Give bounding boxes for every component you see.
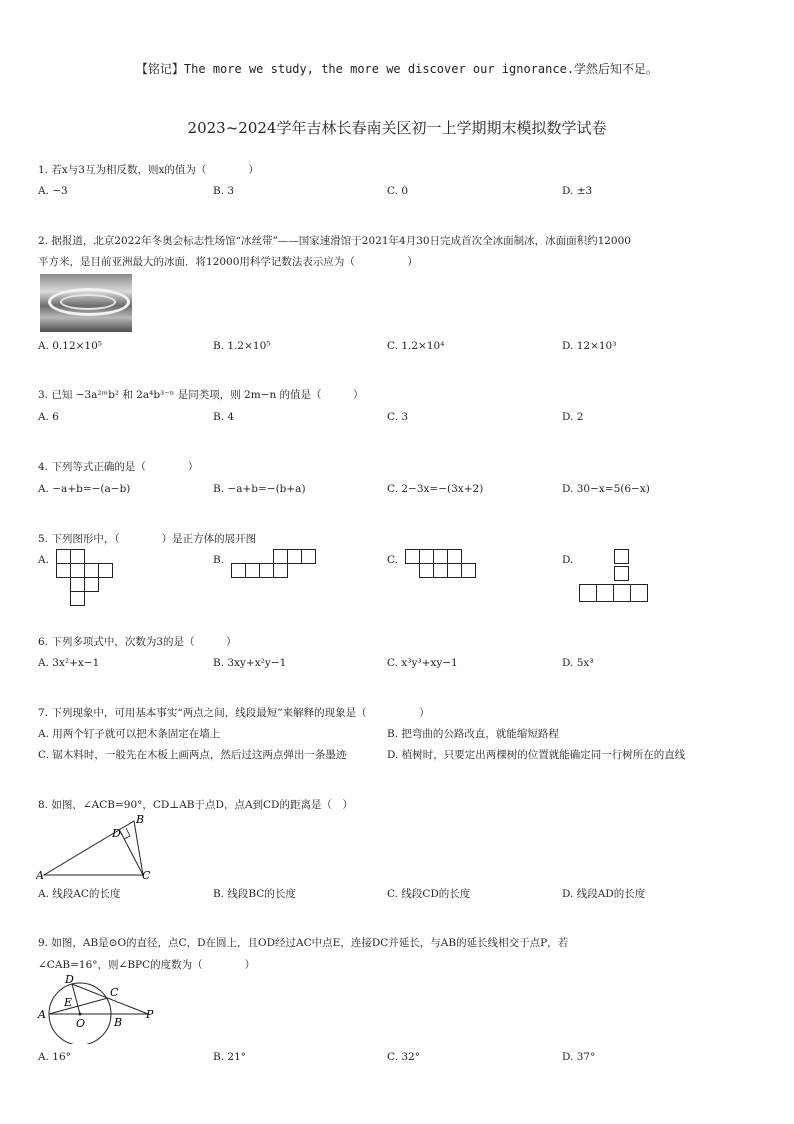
fig9-label-b: B <box>114 1016 123 1029</box>
q5-option-a: A. <box>38 554 49 566</box>
ice-ribbon-photo <box>40 274 132 332</box>
q9-option-a: A. 16° <box>38 1051 71 1063</box>
q1-option-c: C. 0 <box>387 185 409 197</box>
q3-option-b: B. 4 <box>213 411 235 423</box>
question-7-stem: 7. 下列现象中，可用基本事实“两点之间，线段最短”来解释的现象是（ ） <box>38 707 430 719</box>
q7-option-a: A. 用两个钉子就可以把木条固定在墙上 <box>38 728 221 740</box>
q4-option-a: A. −a+b=−(a−b) <box>38 483 131 495</box>
fig9-label-e: E <box>64 996 73 1009</box>
q8-option-c: C. 线段CD的长度 <box>387 888 471 900</box>
q3-option-c: C. 3 <box>387 411 409 423</box>
q6-option-a: A. 3x²+x−1 <box>38 657 100 669</box>
question-9-stem: 9. 如图，AB是⊙O的直径，点C，D在圆上，且OD经过AC中点E，连接DC并延长，与AB的延长线相交于点P，若 <box>38 937 569 949</box>
q1-option-a: A. −3 <box>38 185 68 197</box>
question-1-stem: 1. 若x与3互为相反数，则x的值为（ ） <box>38 164 259 176</box>
fig9-label-d: D <box>65 973 74 986</box>
fig8-label-d: D <box>112 827 121 840</box>
q3-option-d: D. 2 <box>562 411 584 423</box>
fig9-label-a: A <box>38 1008 46 1021</box>
q8-option-a: A. 线段AC的长度 <box>38 888 121 900</box>
q1-option-d: D. ±3 <box>562 185 593 197</box>
q5-option-b: B. <box>213 554 225 566</box>
q5-option-d: D. <box>562 554 574 566</box>
question-5-stem: 5. 下列图形中，（ ）是正方体的展开图 <box>38 533 257 545</box>
q6-option-d: D. 5x³ <box>562 657 594 669</box>
q5-option-c: C. <box>387 554 398 566</box>
fig8-label-c: C <box>142 869 151 882</box>
q2-option-d: D. 12×10³ <box>562 340 617 352</box>
q2-option-c: C. 1.2×10⁴ <box>387 340 445 352</box>
exam-title: 2023~2024学年吉林长春南关区初一上学期期末模拟数学试卷 <box>187 119 607 137</box>
fig9-label-p: P <box>146 1008 154 1021</box>
q4-option-d: D. 30−x=5(6−x) <box>562 483 650 495</box>
q3-option-a: A. 6 <box>38 411 59 423</box>
question-3-stem: 3. 已知 −3a²ᵐb² 和 2a⁴b³⁻ⁿ 是同类项，则 2m−n 的值是（ ） <box>38 389 364 401</box>
question-6-stem: 6. 下列多项式中，次数为3的是（ ） <box>38 636 237 648</box>
q8-option-d: D. 线段AD的长度 <box>562 888 646 900</box>
q2-option-b: B. 1.2×10⁵ <box>213 340 271 352</box>
q9-option-c: C. 32° <box>387 1051 420 1063</box>
q7-option-c: C. 锯木料时，一般先在木板上画两点，然后过这两点弹出一条墨迹 <box>38 749 347 761</box>
right-triangle-figure <box>36 813 156 883</box>
question-8-stem: 8. 如图，∠ACB=90°，CD⊥AB于点D，点A到CD的距离是（ ） <box>38 799 353 811</box>
q9-option-d: D. 37° <box>562 1051 596 1063</box>
fig8-label-a: A <box>36 869 44 882</box>
q7-option-b: B. 把弯曲的公路改直，就能缩短路程 <box>387 728 559 740</box>
q2-option-a: A. 0.12×10⁵ <box>38 340 103 352</box>
motto-line: 【铭记】The more we study, the more we discover our ignorance.学然后知不足。 <box>135 62 659 76</box>
fig9-label-c: C <box>110 986 119 999</box>
question-2-stem-line2: 平方米，是目前亚洲最大的冰面．将12000用科学记数法表示应为（ ） <box>38 256 418 268</box>
q1-option-b: B. 3 <box>213 185 235 197</box>
q9-option-b: B. 21° <box>213 1051 247 1063</box>
q4-option-b: B. −a+b=−(b+a) <box>213 483 306 495</box>
q4-option-c: C. 2−3x=−(3x+2) <box>387 483 484 495</box>
q6-option-b: B. 3xy+x²y−1 <box>213 657 287 669</box>
question-9-stem-line2: ∠CAB=16°，则∠BPC的度数为（ ） <box>38 959 256 971</box>
question-4-stem: 4. 下列等式正确的是（ ） <box>38 461 199 473</box>
fig8-label-b: B <box>136 813 145 826</box>
circle-figure <box>36 972 166 1044</box>
q6-option-c: C. x³y³+xy−1 <box>387 657 458 669</box>
q7-option-d: D. 植树时，只要定出两棵树的位置就能确定同一行树所在的直线 <box>387 749 686 761</box>
question-2-stem: 2. 据报道，北京2022年冬奥会标志性场馆“冰丝带”——国家速滑馆于2021年4月30日完成首次全冰面制冰，冰面面积约12000 <box>38 235 631 247</box>
fig9-label-o: O <box>76 1017 86 1030</box>
q8-option-b: B. 线段BC的长度 <box>213 888 296 900</box>
